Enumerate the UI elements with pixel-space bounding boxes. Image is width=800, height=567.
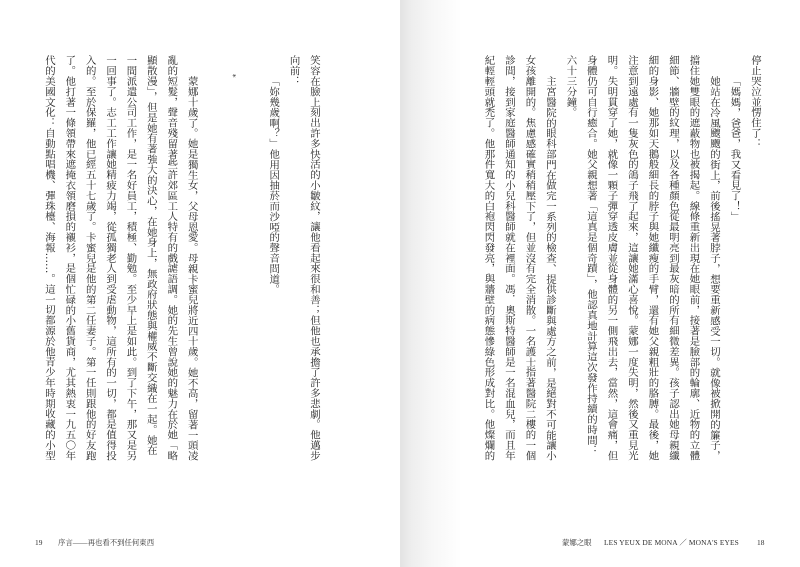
text-column: 六十三分鐘。 [564, 55, 577, 118]
text-column: 笑容在臉上刻出許多快活的小皺紋，讓他看起來很和善；但他也承擔了許多悲劇。他邁步 [308, 55, 320, 461]
text-column: 顯散漫」，但是她有著強大的決心，在她身上，無政府狀態與權威不斷交織在一起。她在 [144, 55, 157, 456]
text-column: 診間，接到家庭醫師通知的小兒科醫師就在裡面。馮．奧斯特醫師是一名混血兒，而且年 [503, 55, 515, 461]
page-number-right: 18 [757, 538, 765, 547]
page-number-left: 19 [35, 538, 43, 547]
right-page-body-text [478, 55, 765, 461]
text-column: 注意到遠處有一隻灰色的鴿子飛了起來，這讓她滿心喜悅。蒙娜一度失明，然後又重見光 [626, 55, 638, 461]
text-column: 細節、牆壁的紋理，以及各種顏色從最明亮到最灰暗的所有細微差異。孩子認出她母親纖 [667, 55, 679, 461]
blank-column [242, 55, 262, 461]
text-column: 擋住她雙眼的遮蔽物也被揭起。線條重新出現在她眼前，接著是臉部的輪廓、近物的立體 [687, 55, 700, 461]
section-break [222, 55, 242, 461]
section-break-asterisk: * [228, 74, 237, 78]
page-right [400, 0, 800, 567]
text-column: 紀輕輕頭就禿了。他那件寬大的白袍閃閃發亮，與牆壁的病態慘綠色形成對比。他燦爛的 [482, 55, 495, 461]
dialogue-column: 「妳幾歲啊？」他用因抽菸而沙啞的聲音問道。 [267, 75, 280, 295]
text-column: 入的。至於保羅，他已經五十七歲了。卡蜜兒是他的第二任妻子。第一任則跟他的好友跑 [83, 55, 96, 461]
blank-column [202, 55, 222, 461]
text-column: 向前： [287, 55, 300, 87]
text-column: 主宮醫院的眼科部門在做完一系列的檢查、提供診斷與處方之前，是絕對不可能讓小 [544, 75, 556, 461]
text-column: 身體仍可自行癒合。她父親想著「這真是個奇蹟」，他認真地計算這次發作持續的時間： [585, 55, 597, 456]
text-column: 停止哭泣並愣住了： [749, 55, 761, 149]
text-column: 一間派遣公司工作，是一名好員工，積極、勤勉。至少早上是如此。到了下午，那又是另 [124, 55, 137, 461]
running-head-chapter: 序言——再也看不到任何東西 [58, 538, 155, 547]
text-column: 細的身影、她那如天鵝般細長的脖子與她纖瘦的手臂，還有她父親粗壯的胳膊。最後，她 [646, 55, 659, 461]
text-column: 一回事了。志工工作讓她精疲力竭，從孤獨老人到受虐動物，這所有的一切，都是值得投 [104, 55, 117, 461]
text-column: 她站在冷風颼颼的街上，前後搖晃著脖子，想要重新感受一切。就像被掀開的簾子， [708, 75, 720, 461]
running-head-book-title-zh: 蒙娜之眼 [562, 538, 592, 547]
running-head-book-title-en: LES YEUX DE MONA ／ MONA'S EYES [604, 538, 739, 547]
left-page-body-text [38, 55, 324, 461]
text-column: 亂的短髮，聲音殘留著些許郊區工人特有的戲謔語調。她的先生曾說她的魅力在於她「略 [165, 55, 178, 461]
text-column: 女孩離開的。焦慮感確實稍稍壓下了，但並沒有完全消散。一名護士指著醫院二樓的一個 [523, 55, 536, 461]
text-column: 蒙娜十歲了。她是獨生女，父母恩愛。母親卡蜜兒將近四十歲。她不高，留著一頭凌 [185, 75, 198, 461]
dialogue-column: 「媽媽，爸爸，我又看見了！」 [728, 75, 741, 222]
text-column: 了。他打著一條領帶來遮掩衣領磨損的襯衫，是個忙碌的小舊貨商，尤其熱衷一九五〇年 [63, 55, 76, 461]
text-column: 代的美國文化：自動點唱機、彈珠檯、海報……。這一切都源於他青少年時期收藏的小型 [42, 55, 55, 461]
text-column: 明。失明貫穿了她，就像一顆子彈穿透皮膚並從身體的另一側飛出去，當然，這會痛，但 [605, 55, 618, 461]
